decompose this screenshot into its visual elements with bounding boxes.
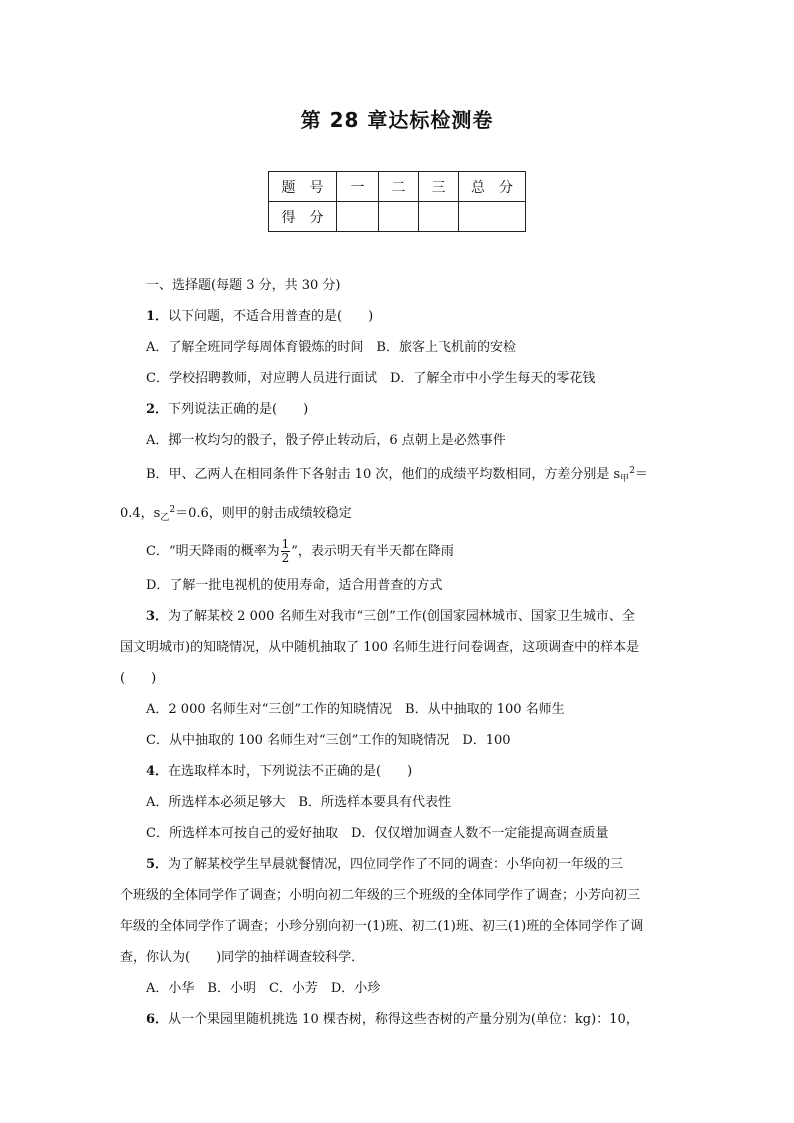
question-4-options-ab: A．所选样本必须足够大 B．所选样本要具有代表性: [146, 795, 451, 810]
question-3-options-ab: A．2 000 名师生对“三创”工作的知晓情况 B．从中抽取的 100 名师生: [146, 702, 565, 717]
question-5-stem-cont: 查，你认为( )同学的抽样调查较科学．: [120, 950, 365, 965]
question-3-options-cd: C．从中抽取的 100 名师生对“三创”工作的知晓情况 D．100: [146, 733, 511, 748]
fraction: [281, 538, 291, 565]
question-text: 在选取样本时，下列说法不正确的是( ): [168, 764, 413, 779]
superscript: 2: [169, 505, 176, 515]
question-3-stem-cont: 国文明城市)的知晓情况，从中随机抽取了 100 名师生进行问卷调查，这项调查中的样本是: [120, 640, 640, 655]
option-text: B．甲、乙两人在相同条件下各射击 10 次，他们的成绩平均数相同，方差分别是 s: [146, 467, 621, 482]
question-1-options-cd: C．学校招聘教师，对应聘人员进行面试 D．了解全市中小学生每天的零花钱: [146, 371, 596, 386]
option-text: ”，表示明天有半天都在降雨: [291, 544, 454, 559]
question-text: 以下问题，不适合用普查的是( ): [168, 309, 374, 324]
question-number: 5．: [146, 857, 169, 872]
question-2-option-d: D．了解一批电视机的使用寿命，适合用普查的方式: [146, 578, 443, 593]
subscript: 乙: [160, 513, 170, 523]
score-cell[interactable]: [379, 202, 419, 232]
score-table-header-row: [269, 172, 526, 202]
question-4-options-cd: C．所选样本可按自己的爱好抽取 D．仅仅增加调查人数不一定能提高调查质量: [146, 826, 609, 841]
question-text: 从一个果园里随机挑选 10 棵杏树，称得这些杏树的产量分别为(单位：kg)：10，: [168, 1012, 639, 1027]
option-text: 0.4，s: [120, 506, 161, 521]
score-header-cell: 二: [379, 172, 419, 202]
subscript: 甲: [620, 474, 630, 484]
question-4-stem: [120, 756, 680, 787]
question-2-option-c: [120, 534, 680, 570]
question-3-stem: [120, 601, 680, 632]
score-header-cell: 三: [419, 172, 459, 202]
question-2-option-b: [120, 456, 680, 495]
score-cell[interactable]: [419, 202, 459, 232]
fraction-denominator: 2: [281, 551, 290, 565]
question-number: 4．: [146, 764, 169, 779]
question-2-stem: [120, 394, 680, 425]
score-header-cell: 总 分: [459, 172, 526, 202]
question-5-stem: [120, 849, 680, 880]
question-text: 为了解某校 2 000 名师生对我市“三创”工作(创国家园林城市、国家卫生城市、全: [168, 609, 635, 624]
score-header-cell: 一: [337, 172, 379, 202]
score-cell[interactable]: [337, 202, 379, 232]
question-number: 2．: [146, 402, 169, 417]
question-2-option-b-cont: [120, 495, 680, 534]
question-number: 3．: [146, 609, 169, 624]
question-6-stem: [120, 1004, 680, 1035]
question-text: 为了解某校学生早晨就餐情况，四位同学作了不同的调查：小华向初一年级的三: [168, 857, 624, 872]
question-content: [120, 270, 680, 1035]
question-1-stem: [120, 301, 680, 332]
fraction-numerator: 1: [281, 537, 290, 551]
superscript: 2: [629, 466, 635, 476]
question-3-stem-cont: ( ): [120, 671, 157, 686]
score-row-label: 得 分: [269, 202, 337, 232]
section-heading: 一、选择题(每题 3 分，共 30 分): [146, 278, 341, 293]
option-text: C．“明天降雨的概率为: [146, 544, 280, 559]
question-1-options-ab: A．了解全班同学每周体育锻炼的时间 B．旅客上飞机前的安检: [146, 340, 516, 355]
score-table: [268, 171, 526, 232]
score-cell[interactable]: [459, 202, 526, 232]
question-number: 6．: [146, 1012, 169, 1027]
question-5-options: A．小华 B．小明 C．小芳 D．小珍: [146, 981, 381, 996]
question-number: 1．: [146, 309, 169, 324]
option-text: ＝: [634, 467, 648, 482]
question-5-stem-cont: 年级的全体同学作了调查；小珍分别向初一(1)班、初二(1)班、初三(1)班的全体同学作了调: [120, 919, 644, 934]
score-header-cell: 题 号: [269, 172, 337, 202]
page-title: 第 28 章达标检测卷: [300, 108, 494, 132]
question-2-option-a: A．掷一枚均匀的骰子，骰子停止转动后，6 点朝上是必然事件: [146, 433, 506, 448]
question-text: 下列说法正确的是( ): [168, 402, 309, 417]
option-text: ＝0.6，则甲的射击成绩较稳定: [175, 506, 352, 521]
score-table-score-row: [269, 202, 526, 232]
question-5-stem-cont: 个班级的全体同学作了调查；小明向初二年级的三个班级的全体同学作了调查；小芳向初三: [120, 888, 641, 903]
